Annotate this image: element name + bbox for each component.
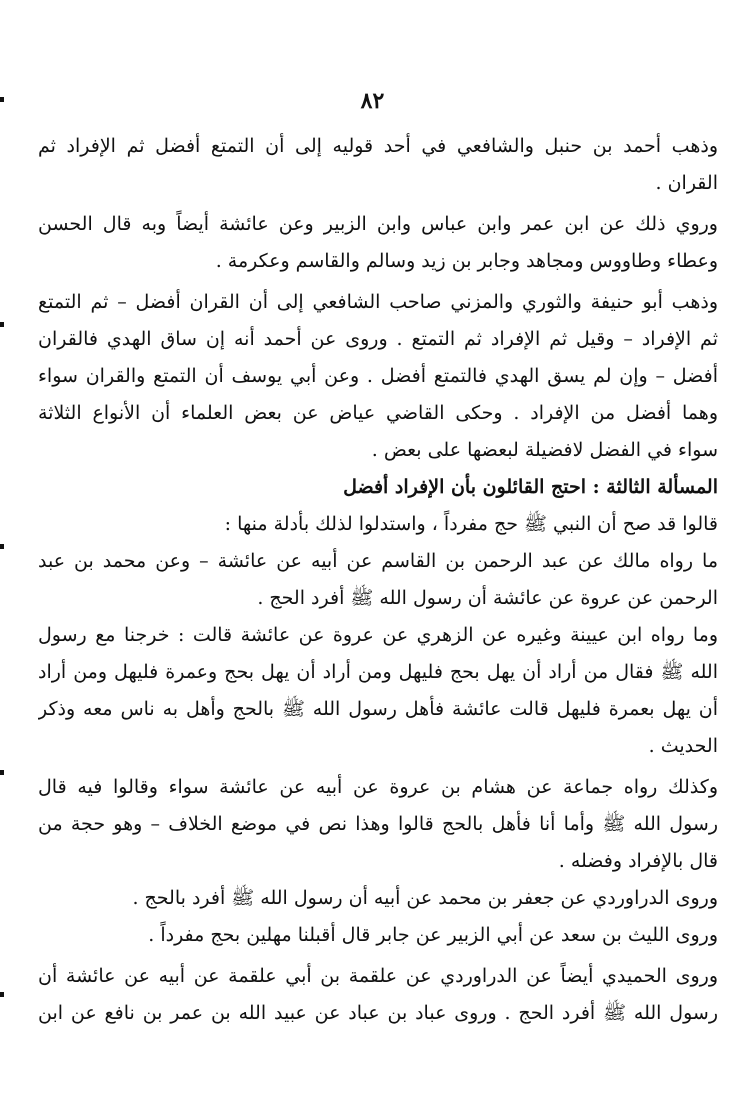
text-line: رسول الله ﷺ أفرد الحج . وروى عباد بن عباد عن عبيد الله بن عمر بن نافع عن ابن bbox=[38, 1002, 718, 1024]
text-line: قالوا قد صح أن النبي ﷺ حج مفرداً ، واستدلوا لذلك بأدلة منها : bbox=[224, 513, 718, 535]
text-line: أن يهل بعمرة فليهل قالت عائشة فأهل رسول الله ﷺ بالحج وأهل به ناس معه وذكر bbox=[38, 698, 718, 720]
text-line: وروي ذلك عن ابن عمر وابن عباس وابن الزبير وعن عائشة أيضاً وبه قال الحسن bbox=[38, 213, 718, 235]
text-line: وروى الحميدي أيضاً عن الدراوردي عن علقمة بن أبي علقمة عن أبيه عن عائشة أن bbox=[38, 965, 718, 987]
scan-edge-mark bbox=[0, 544, 4, 549]
text-line: سواء في الفضل لافضيلة لبعضها على بعض . bbox=[371, 439, 718, 461]
text-line: قال بالإفراد وفضله . bbox=[558, 850, 718, 872]
text-line: رسول الله ﷺ وأما أنا فأهل بالحج قالوا وهذا نص في موضع الخلاف – وهو حجة من bbox=[38, 813, 718, 835]
text-line: أفضل – وإن لم يسق الهدي فالتمتع أفضل . وعن أبي يوسف أن التمتع والقران سواء bbox=[38, 365, 718, 387]
text-line: وذهب أحمد بن حنبل والشافعي في أحد قوليه إلى أن التمتع أفضل ثم الإفراد ثم bbox=[38, 135, 718, 157]
text-line: وكذلك رواه جماعة عن هشام بن عروة عن أبيه عن عائشة سواء وقالوا فيه قال bbox=[38, 776, 718, 798]
text-line: القران . bbox=[655, 172, 718, 194]
section-heading: المسألة الثالثة : احتج القائلون بأن الإفراد أفضل bbox=[343, 476, 718, 498]
scan-edge-mark bbox=[0, 97, 4, 102]
body-text bbox=[38, 128, 718, 1032]
scan-edge-mark bbox=[0, 770, 4, 775]
text-line: ثم الإفراد – وقيل ثم الإفراد ثم التمتع . وروى عن أحمد أنه إن ساق الهدي فالقران bbox=[38, 328, 718, 350]
text-line: وهما أفضل من الإفراد . وحكى القاضي عياض عن بعض العلماء أن الأنواع الثلاثة bbox=[38, 402, 718, 424]
page-number: ٨٢ bbox=[360, 88, 385, 114]
scan-edge-mark bbox=[0, 992, 4, 997]
text-line: وما رواه ابن عيينة وغيره عن الزهري عن عروة عن عائشة قالت : خرجنا مع رسول bbox=[38, 624, 718, 646]
text-line: وروى الليث بن سعد عن أبي الزبير عن جابر قال أقبلنا مهلين بحج مفرداً . bbox=[148, 924, 718, 946]
text-line: وروى الدراوردي عن جعفر بن محمد عن أبيه أن رسول الله ﷺ أفرد بالحج . bbox=[132, 887, 718, 909]
scan-edge-mark bbox=[0, 322, 4, 327]
text-line: الله ﷺ فقال من أراد أن يهل بحج فليهل ومن أراد أن يهل بحج وعمرة فليهل ومن أراد bbox=[38, 661, 718, 683]
text-line: وعطاء وطاووس ومجاهد وجابر بن زيد وسالم والقاسم وعكرمة . bbox=[215, 250, 718, 272]
text-line: وذهب أبو حنيفة والثوري والمزني صاحب الشافعي إلى أن القران أفضل – ثم التمتع bbox=[38, 291, 718, 313]
text-line: الحديث . bbox=[648, 735, 718, 757]
text-line: الرحمن عن عروة عن عائشة أن رسول الله ﷺ أفرد الحج . bbox=[257, 587, 718, 609]
text-line: ما رواه مالك عن عبد الرحمن بن القاسم عن أبيه عن عائشة – وعن محمد بن عبد bbox=[38, 550, 718, 572]
